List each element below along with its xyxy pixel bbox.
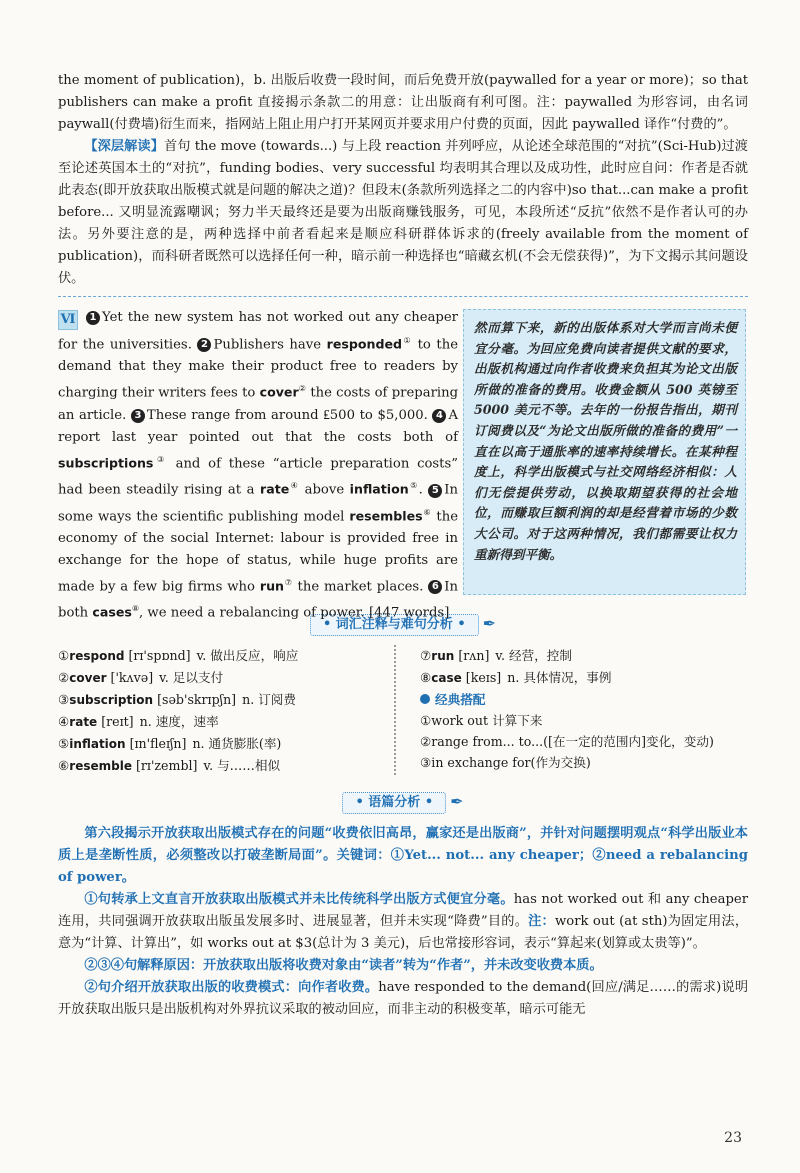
collocation-heading-text: 经典搭配 <box>435 692 486 707</box>
vocab-entry <box>58 711 378 733</box>
note-label: 注： <box>528 914 555 929</box>
vocab-entry <box>420 667 750 689</box>
entry-number: ⑦ <box>420 648 432 663</box>
footnote-marker: ⑤ <box>408 481 419 491</box>
analysis-sentence-234: ②③④句解释原因：开放获取出版将收费对象由“读者”转为“作者”，并未改变收费本质。 <box>84 958 603 973</box>
sentence-6b: , we need a rebalancing of power. [447 words] <box>139 605 450 621</box>
keyword: inflation <box>349 481 409 497</box>
entry-number: ① <box>58 648 70 663</box>
keyword: run <box>259 578 285 594</box>
analysis-banner: • 语篇分析 • <box>342 792 446 814</box>
footnote-marker: ④ <box>289 481 300 491</box>
entry-phonetic: ['kʌvə] <box>110 670 154 685</box>
sentence-4a: A report last year pointed out that the costs both of <box>58 407 458 445</box>
sentence-number: 5 <box>428 484 442 498</box>
entry-word: rate <box>69 715 98 729</box>
vocab-entry <box>58 667 378 689</box>
intro-paragraph: the moment of publication)，b. 出版后收费一段时间，而后免费开放(paywalled for a year or more)；so that publishers can make a profit 直接揭示条款二的用意：让出版商有利可图。注：paywalled 为形容词，由名词 paywall(付费墙)衍生而来，指网站上阻止用户打开某网页并要求用户付费的页面，因此 paywalled 译作“付费的”。 <box>58 73 748 132</box>
sentence-4c: above <box>299 482 350 498</box>
entry-definition: v. 做出反应，响应 <box>196 648 299 663</box>
footnote-marker: ② <box>298 384 307 394</box>
collocation-heading <box>420 689 750 710</box>
collocation-item: ③in exchange for(作为交换) <box>420 755 591 770</box>
sentence-5b: the economy of the social Internet: labour is provided free in exchange for the hope of status, while huge profits are made by a few big firms who <box>58 508 459 595</box>
entry-word: cover <box>69 671 107 685</box>
sentence-4d: . <box>418 482 423 498</box>
analysis-banner-wrap <box>58 791 748 815</box>
sentence-5c: the market places. <box>292 579 424 595</box>
sentence-2b: to the demand that they make their product free to readers by charging their writers fees to <box>58 337 458 401</box>
collocation-item: ②range from... to...([在一定的范围内]变化，变动) <box>420 734 714 749</box>
vocab-right-list <box>420 645 750 689</box>
section-six <box>58 307 748 621</box>
entry-phonetic: [reɪt] <box>101 714 134 729</box>
keyword: resembles <box>349 507 423 523</box>
entry-word: respond <box>69 649 125 663</box>
keyword: cover <box>259 384 299 400</box>
entry-number: ② <box>58 670 70 685</box>
keyword: rate <box>260 481 290 497</box>
entry-number: ④ <box>58 714 70 729</box>
sentence-number: 4 <box>432 409 446 423</box>
page-content <box>58 70 748 1021</box>
footnote-marker: ③ <box>153 454 168 464</box>
entry-definition: v. 与……相似 <box>203 758 281 773</box>
page-number: 23 <box>724 1130 742 1146</box>
entry-definition: v. 经营，控制 <box>495 648 572 663</box>
sentence-3: These range from around ₤500 to $5,000. <box>146 407 428 423</box>
vocab-left-column <box>58 645 378 777</box>
entry-word: case <box>431 671 462 685</box>
sentence-number: 1 <box>86 311 100 325</box>
vocab-entry <box>58 755 378 777</box>
analysis-point: ②句介绍开放获取出版的收费模式：向作者收费。 <box>84 980 379 995</box>
entry-phonetic: [rɪ'zembl] <box>135 758 198 773</box>
paragraph-marker: Ⅵ <box>58 310 78 330</box>
vocab-entry <box>58 689 378 711</box>
entry-definition: n. 订阅费 <box>242 692 296 707</box>
entry-definition: n. 速度，速率 <box>139 714 219 729</box>
deep-reading-paragraph <box>58 136 748 290</box>
footnote-marker: ⑥ <box>422 507 432 517</box>
collocation-item: ①work out 计算下来 <box>420 713 543 728</box>
bullet-dot-icon <box>420 694 430 704</box>
entry-number: ⑧ <box>420 670 432 685</box>
sentence-2a: Publishers have <box>213 337 327 353</box>
deep-reading-text: 首句 the move (towards...) 与上段 reaction 并列呼应，从论述全球范围的“对抗”(Sci-Hub)过渡至论述英国本土的“对抗”，funding bodies、very successful 均表明其合理以及成功性，此时应自问：作者是否就此表态(即开放获取出版模式就是问题的解决之道)？但段末(条款所列选择之二的内容中)so that...can make a profit before... 又明显流露嘲讽；努力半天最终还是要为出版商赚钱服务，可见，本段所述“反抗”依然不是作者认可的办法。另外要注意的是，两种选择中前者看起来是顺应科研群体诉求的(freely available from the moment of publication)，而科研者既然可以选择任何一种，暗示前一种选择也“暗藏玄机(不会无偿获得)”，为下文揭示其问题设伏。 <box>58 139 748 286</box>
sentence-number: 2 <box>197 338 211 352</box>
analysis-text: work out (at sth)为固定用法，意为“计算、计算出”，如 works out at $3(总计为 3 美元)，后也常接形容词，表示“算起来(划算或太贵等)”。 <box>58 914 749 951</box>
footnote-marker: ① <box>402 336 413 345</box>
footnote-marker: ⑦ <box>284 577 293 587</box>
keyword: subscriptions <box>58 455 154 471</box>
keyword: cases <box>92 604 132 620</box>
vocab-banner: • 词汇注释与难句分析 • <box>310 614 479 636</box>
vocab-right-column <box>420 645 750 773</box>
entry-phonetic: [rʌn] <box>458 648 490 663</box>
entry-phonetic: [səb'skrɪpʃn] <box>157 692 237 707</box>
analysis-text: has not worked out 和 any cheaper 连用，共同强调开放获取出版虽发展多时、进展显著，但并未实现“降费”目的。 <box>58 892 748 929</box>
analysis-sentence-2 <box>58 977 748 1021</box>
column-divider <box>394 645 404 775</box>
sentence-1: Yet the new system has not worked out any cheaper for the universities. <box>58 310 458 353</box>
analysis-summary: 第六段揭示开放获取出版模式存在的问题“收费依旧高昂，赢家还是出版商”，并针对问题摆明观点“科学出版业本质上是垄断性质，必须整改以打破垄断局面”。关键词：①Yet... not... any cheaper；②need a rebalancing of power。 <box>58 826 748 885</box>
entry-word: subscription <box>69 693 154 707</box>
analysis-sentence-1 <box>58 889 748 955</box>
footnote-marker: ⑧ <box>131 604 140 614</box>
discourse-analysis <box>58 823 748 1021</box>
vocab-entry <box>58 733 378 755</box>
analysis-point: ①句转承上文直言开放获取出版模式并未比传统科学出版方式便宜分毫。 <box>84 892 514 907</box>
entry-definition: v. 足以支付 <box>159 670 224 685</box>
entry-definition: n. 具体情况，事例 <box>507 670 612 685</box>
section-divider <box>58 296 748 297</box>
sentence-5a: In some ways the scientific publishing model <box>58 482 458 524</box>
section-six-english <box>58 307 458 625</box>
feather-pen-icon: ✒ <box>450 792 464 811</box>
deep-reading-tag: 【深层解读】 <box>84 139 164 154</box>
analysis-text: have responded to the demand(回应/满足……的需求)说明开放获取出版只是出版机构对外界抗议采取的被动回应，而非主动的积极变革，暗示可能无 <box>58 980 749 1017</box>
sentence-6a: In both <box>58 579 458 621</box>
sentence-number: 3 <box>131 409 145 423</box>
feather-pen-icon: ✒ <box>482 614 497 633</box>
entry-phonetic: [keɪs] <box>465 670 502 685</box>
entry-definition: n. 通货膨胀(率) <box>192 736 282 751</box>
entry-word: run <box>431 649 455 663</box>
entry-number: ⑤ <box>58 736 70 751</box>
entry-word: inflation <box>69 737 126 751</box>
section-six-translation: 然而算下来，新的出版体系对大学而言尚未便宜分毫。为回应免费向读者提供文献的要求，出版机构通过向作者收费来负担其为论文出版所做的准备的费用。收费金额从 500 英镑至 5000 美元不等。去年的一份报告指出，期刊订阅费以及“为论文出版所做的准备的费用”一直在以高于通胀率的速率持续增长。在某种程度上，科学出版模式与社交网络经济相似：人们无偿提供劳动，以换取期望获得的社会地位，而赚取巨额利润的却是经营着市场的少数大公司。对于这两种情况，我们都需要让权力重新得到平衡。 <box>463 309 746 595</box>
vocabulary-section <box>58 645 748 781</box>
vocab-entry <box>58 645 378 667</box>
entry-number: ③ <box>58 692 70 707</box>
collocation-list <box>420 710 750 773</box>
entry-word: resemble <box>69 759 132 773</box>
entry-number: ⑥ <box>58 758 70 773</box>
entry-phonetic: [rɪ'spɒnd] <box>128 648 191 663</box>
vocab-entry <box>420 645 750 667</box>
sentence-number: 6 <box>428 580 442 594</box>
entry-phonetic: [ɪn'fleɪʃn] <box>129 736 187 751</box>
sentence-2c: the costs of preparing an article. <box>58 385 459 423</box>
keyword: responded <box>326 336 403 352</box>
sentence-4b: and of these “article preparation costs” had been steadily rising at a <box>58 456 458 498</box>
